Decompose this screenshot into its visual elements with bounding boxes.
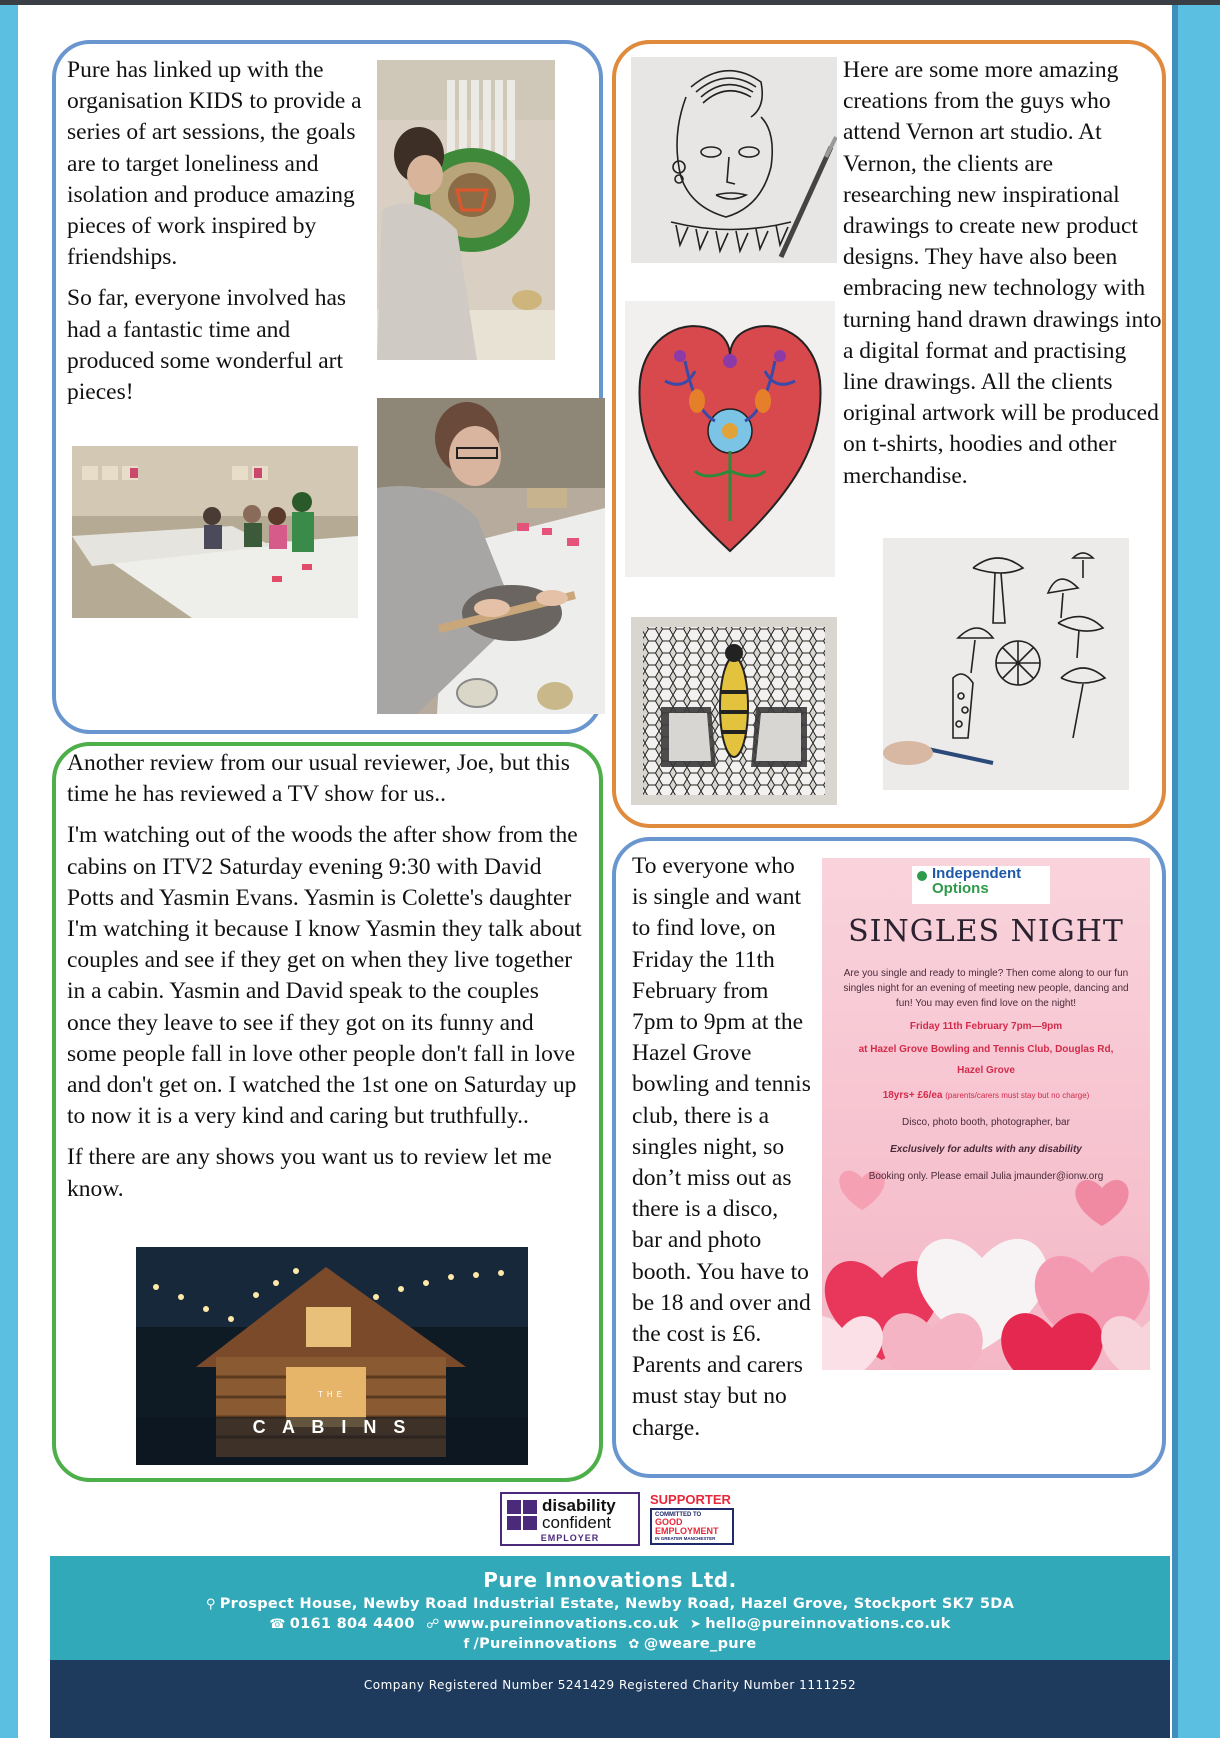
poster-price: 18yrs+ £6/ea [882, 1090, 943, 1101]
sup-line3: EMPLOYMENT [655, 1526, 719, 1536]
sup-title: SUPPORTER [650, 1492, 731, 1507]
vernon-paragraph: Here are some more amazing creations from the guys who attend Vernon art studio. At Vernon, the clients are researching new inspirational drawings to create new product designs. They have also been embracing new technology with turning hand drawn drawings into a digital format and practising line drawings. All the clients original artwork will be produced on t-shirts, hoodies and other merchandise. [843, 57, 1162, 489]
kids-paragraph-1: Pure has linked up with the organisation KIDS to provide a series of art sessions, the goals are to target loneliness and isolation and produce amazing pieces of work inspired by friendships. [67, 57, 362, 271]
phone-icon: ☎ [269, 1617, 286, 1632]
disability-confident-logo [500, 1492, 640, 1546]
footer-company-name: Pure Innovations Ltd. [483, 1568, 737, 1592]
globe-icon: ☍ [426, 1617, 440, 1632]
send-icon: ➤ [690, 1617, 702, 1632]
left-border-strip [0, 5, 18, 1738]
footer-website[interactable]: www.pureinnovations.co.uk [443, 1616, 679, 1632]
drawing-bee-mosaic [631, 617, 837, 805]
photo-art-classroom [72, 446, 358, 618]
registration-text: Company Registered Number 5241429 Registered Charity Number 1111252 [363, 1678, 857, 1692]
poster-where-line2: Hazel Grove [957, 1065, 1015, 1076]
poster-title: SINGLES NIGHT [848, 914, 1124, 949]
review-paragraph-3: If there are any shows you want us to review let me know. [67, 1144, 552, 1202]
drawing-red-heart [625, 301, 835, 577]
poster-booking: Booking only. Please email Julia jmaunder@ionw.org [868, 1171, 1104, 1182]
drawing-mushrooms [883, 538, 1129, 790]
poster-where-line1: at Hazel Grove Bowling and Tennis Club, Douglas Rd, [858, 1044, 1114, 1055]
poster-brand-line2: Options [932, 880, 989, 897]
poster-price-note: (parents/carers must stay but no charge) [945, 1091, 1090, 1100]
cabins-small-label: THE [318, 1390, 346, 1399]
poster-extras: Disco, photo booth, photographer, bar [902, 1117, 1070, 1128]
twitter-icon: ✿ [628, 1637, 640, 1652]
dc-line1: disability [542, 1496, 616, 1515]
poster-intro: Are you single and ready to mingle? Then come along to our fun singles night for an evening of meeting new people, dancing and fun! You may even find love on the night! [843, 968, 1129, 1009]
right-border-strip [1172, 5, 1220, 1738]
poster-when: Friday 11th February 7pm—9pm [909, 1021, 1063, 1032]
footer-registration [50, 1660, 1170, 1738]
footer-address: Prospect House, Newby Road Industrial Estate, Newby Road, Hazel Grove, Stockport SK7 5DA [219, 1596, 1015, 1612]
facebook-icon: f [463, 1637, 470, 1652]
footer-phone[interactable]: 0161 804 4400 [289, 1616, 415, 1632]
vernon-art-text [843, 55, 1165, 502]
kids-art-text [67, 55, 377, 418]
footer-email[interactable]: hello@pureinnovations.co.uk [705, 1616, 951, 1632]
sup-line4: IN GREATER MANCHESTER [655, 1536, 716, 1541]
singles-night-poster [822, 858, 1150, 1370]
dc-line2: confident [542, 1513, 611, 1532]
kids-paragraph-2: So far, everyone involved has had a fantastic time and produced some wonderful art pieces! [67, 285, 347, 406]
good-employment-supporter-logo [650, 1492, 752, 1548]
cabins-title: C A B I N S [252, 1417, 412, 1437]
the-cabins-show-image [136, 1247, 528, 1465]
review-paragraph-2: I'm watching out of the woods the after show from the cabins on ITV2 Saturday evening 9:30 with David Potts and Yasmin Evans. Yasmin is Colette's daughter I'm watching it because I know Yasmin they talk about couples and see if they get on when they live together in a cabin. Yasmin and David speak to the couples once they leave to see if they got on its funny and some people fall in love other people don't fall in love and don't get on. I watched the 1st one on Saturday up to now it is a very kind and caring but truthfully.. [67, 822, 582, 1130]
sup-line1: COMMITTED TO [655, 1512, 702, 1518]
footer-twitter[interactable]: @weare_pure [643, 1636, 757, 1652]
poster-brand-line1: Independent [932, 865, 1022, 882]
top-bar [0, 0, 1220, 5]
singles-night-text [632, 851, 812, 1454]
dc-line3: EMPLOYER [540, 1533, 600, 1543]
footer-facebook[interactable]: /Pureinnovations [473, 1636, 618, 1652]
poster-audience: Exclusively for adults with any disability [890, 1144, 1082, 1155]
photo-woman-painting [377, 60, 555, 360]
sup-line2: GOOD [655, 1517, 683, 1527]
photo-man-rolling-clay [377, 398, 605, 714]
footer-contact [50, 1556, 1170, 1660]
location-pin-icon: ⚲ [205, 1597, 216, 1612]
review-paragraph-1: Another review from our usual reviewer, Joe, but this time he has reviewed a TV show for us.. [67, 750, 570, 808]
singles-paragraph: To everyone who is single and want to find love, on Friday the 11th February from 7pm to 9pm at the Hazel Grove bowling and tennis club, there is a singles night, so don’t miss out as there is a disco, bar and photo booth. You have to be 18 and over and the cost is £6. Parents and carers must stay but no charge. [632, 853, 811, 1441]
tv-review-text [67, 748, 587, 1215]
drawing-face-sketch [631, 57, 837, 263]
